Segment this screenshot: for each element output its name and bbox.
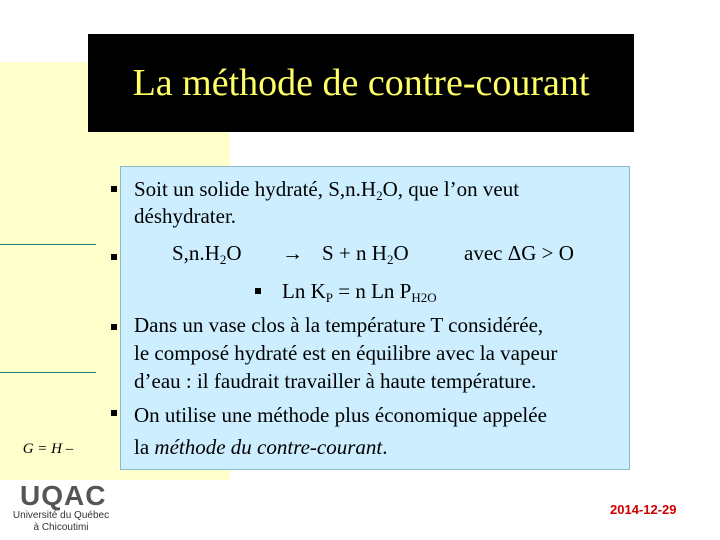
log-equation: Ln $K_P = n$ Ln $P_{H2O}$ [282,279,437,305]
slide-title: La méthode de contre-courant [132,62,590,104]
bullet-4-line-3: d’eau : il faudrait travailler à haute température. [134,369,537,393]
slide-date: 2014-12-29 [610,502,677,517]
logo-wordmark: UQAC [20,480,107,511]
bullet-marker [255,288,261,294]
bullet-5-line-1: On utilise une méthode plus économique appelée [134,403,547,427]
equation-condition: avec ΔG > O [464,241,574,265]
divider-line [0,372,96,373]
bullet-4-line-1: Dans un vase clos à la température T considérée, [134,313,544,337]
bullet-marker [111,410,117,416]
logo-line-1: Université du Québec [12,510,110,521]
divider-line [0,244,96,245]
bullet-1-line-2: déshydrater. [134,204,237,228]
arrow-icon: → [282,241,303,265]
bullet-marker [111,186,117,192]
bullet-1-line-1: Soit un solide hydraté, $S,n.H_2O$, que l’on veut [134,177,520,203]
bullet-4-line-2: le composé hydraté est en équilibre avec la vapeur [134,341,558,365]
gibbs-formula: G = H – [22,441,74,457]
equation-right: S + n $H_2O$ [322,241,409,267]
bullet-marker [111,254,117,260]
bullet-5-line-2: la méthode du contre-courant. [134,435,388,459]
logo-line-2: à Chicoutimi [33,522,89,533]
bullet-marker [111,324,117,330]
uqac-logo [6,482,116,534]
equation-left: $S,n.H_2O$ [172,241,242,267]
